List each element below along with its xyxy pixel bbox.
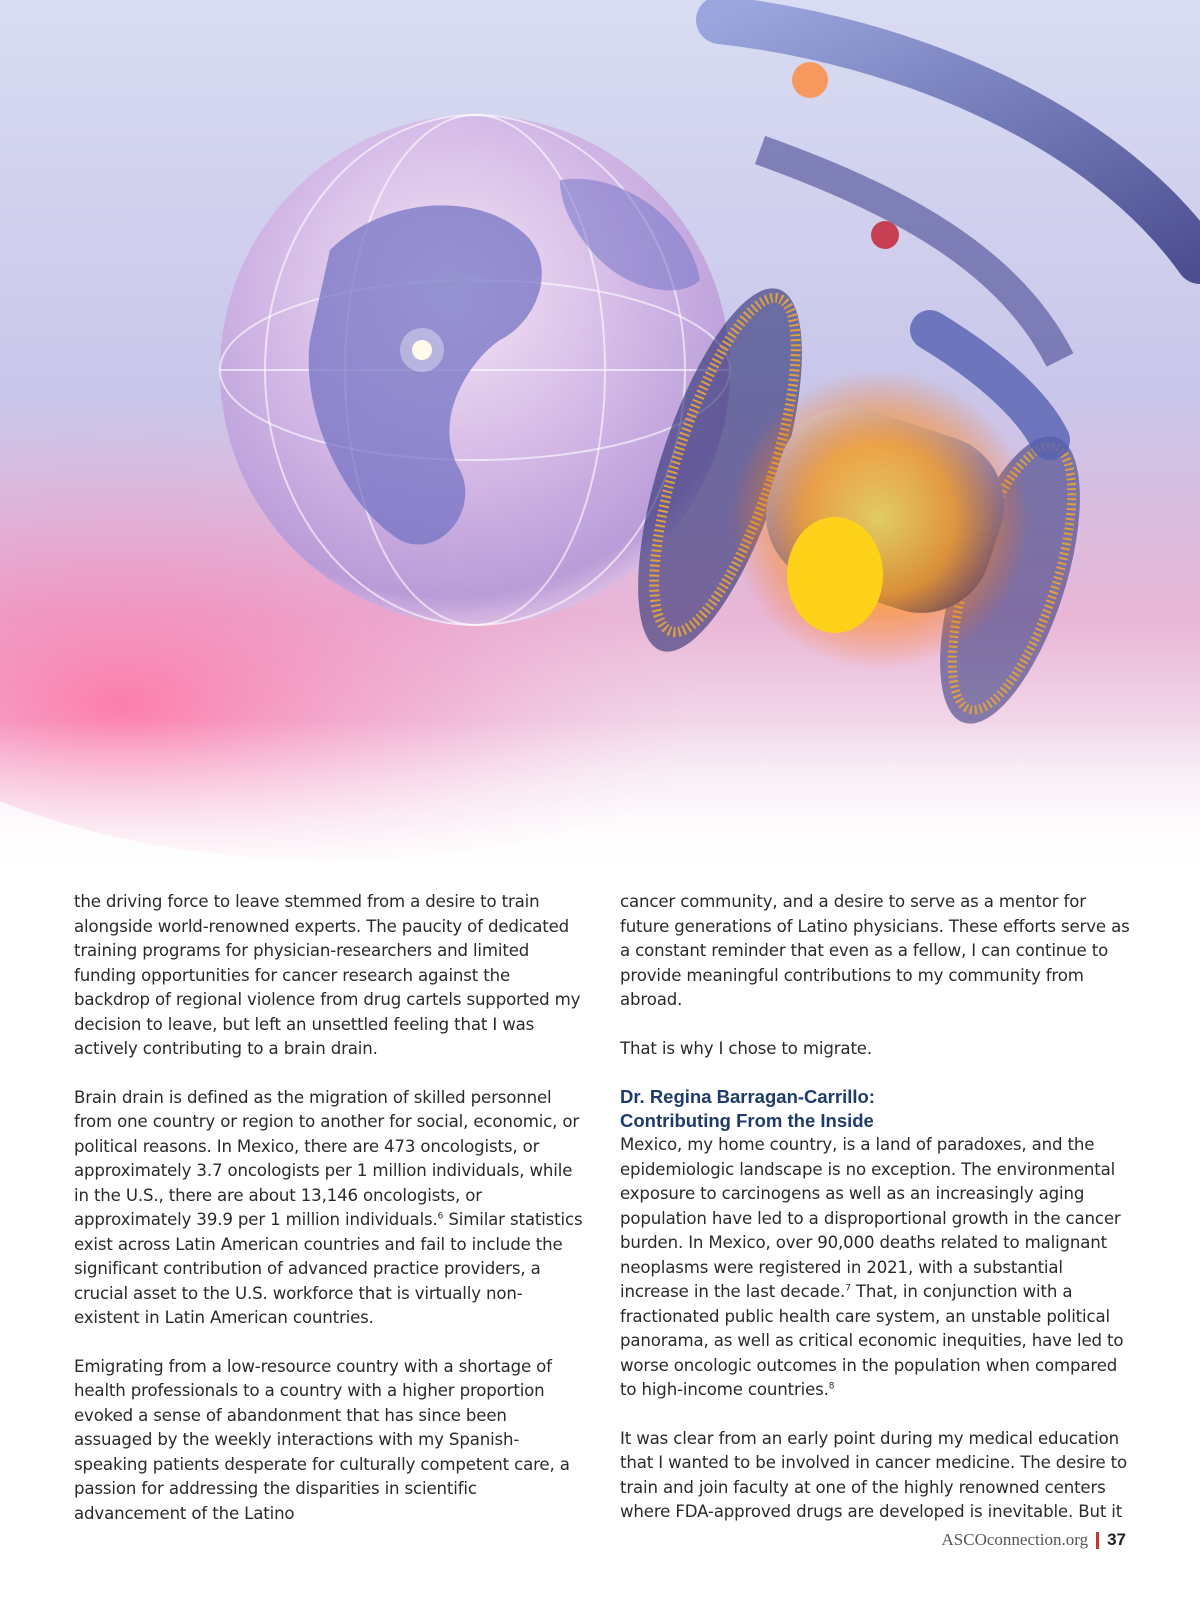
section-subheading (620, 1085, 1130, 1133)
paragraph-text: That, in conjunction with a fractionated public health care system, an unstable political panorama, as well as critical economic inequities, have led to worse oncologic outcomes in the population when compared to high-income countries. (620, 1282, 1124, 1399)
paragraph: Emigrating from a low-resource country with a shortage of health professionals to a country with a higher proportion evoked a sense of abandonment that has since been assuaged by the weekly interactions with my Spanish-speaking patients desperate for culturally competent care, a passion for addressing the disparities in scientific advancement of the Latino (74, 1356, 570, 1523)
paragraph (74, 1086, 584, 1331)
page-footer (942, 1530, 1126, 1550)
left-column (74, 890, 584, 1526)
paragraph: That is why I chose to migrate. (620, 1038, 872, 1058)
paragraph-text: Mexico, my home country, is a land of paradoxes, and the epidemiologic landscape is no exception. The environmental exposure to carcinogens as well as an increasingly aging population have led to a disproportional growth in the cancer burden. In Mexico, over 90,000 deaths related to malignant neoplasms were registered in 2021, with a substantial increase in the last decade. (620, 1135, 1121, 1301)
paragraph-text: Similar statistics exist across Latin American countries and fail to include the significant contribution of advanced practice providers, a crucial asset to the U.S. workforce that is virtually non-existent in Latin American countries. (74, 1210, 583, 1327)
paragraph (620, 1133, 1130, 1403)
paragraph: the driving force to leave stemmed from a desire to train alongside world-renowned experts. The paucity of dedicated training programs for physician-researchers and limited funding opportunities for cancer research against the backdrop of regional violence from drug cartels supported my decision to leave, but left an unsettled feeling that I was actively contributing to a brain drain. (74, 892, 581, 1058)
footnote-ref: 7 (845, 1283, 851, 1294)
article-body (74, 890, 1130, 1526)
paragraph-text: Brain drain is defined as the migration of skilled personnel from one country or region to another for social, economic, or political reasons. In Mexico, there are 473 oncologists, or approximately 3.7 oncologists per 1 million individuals, while in the U.S., there are about 13,146 oncologists, or approximately 39.9 per 1 million individuals. (74, 1087, 580, 1229)
page-number: 37 (1107, 1530, 1126, 1549)
paragraph: It was clear from an early point during my medical education that I wanted to be involved in cancer medicine. The desire to train and join faculty at one of the highly renowned centers where FDA-approved drugs are developed is inevitable. But it (620, 1428, 1128, 1521)
footnote-ref: 6 (437, 1211, 444, 1222)
paragraph: cancer community, and a desire to serve as a mentor for future generations of Latino physicians. These efforts serve as a constant reminder that even as a fellow, I can continue to provide meaningful contributions to my community from abroad. (620, 892, 1130, 1009)
subheading-line: Contributing From the Inside (620, 1110, 874, 1131)
subheading-line: Dr. Regina Barragan-Carrillo: (620, 1086, 875, 1107)
footer-divider (1096, 1532, 1099, 1549)
site-url[interactable]: ASCOconnection.org (941, 1530, 1089, 1549)
footnote-ref: 8 (828, 1381, 835, 1392)
right-column (620, 890, 1130, 1526)
